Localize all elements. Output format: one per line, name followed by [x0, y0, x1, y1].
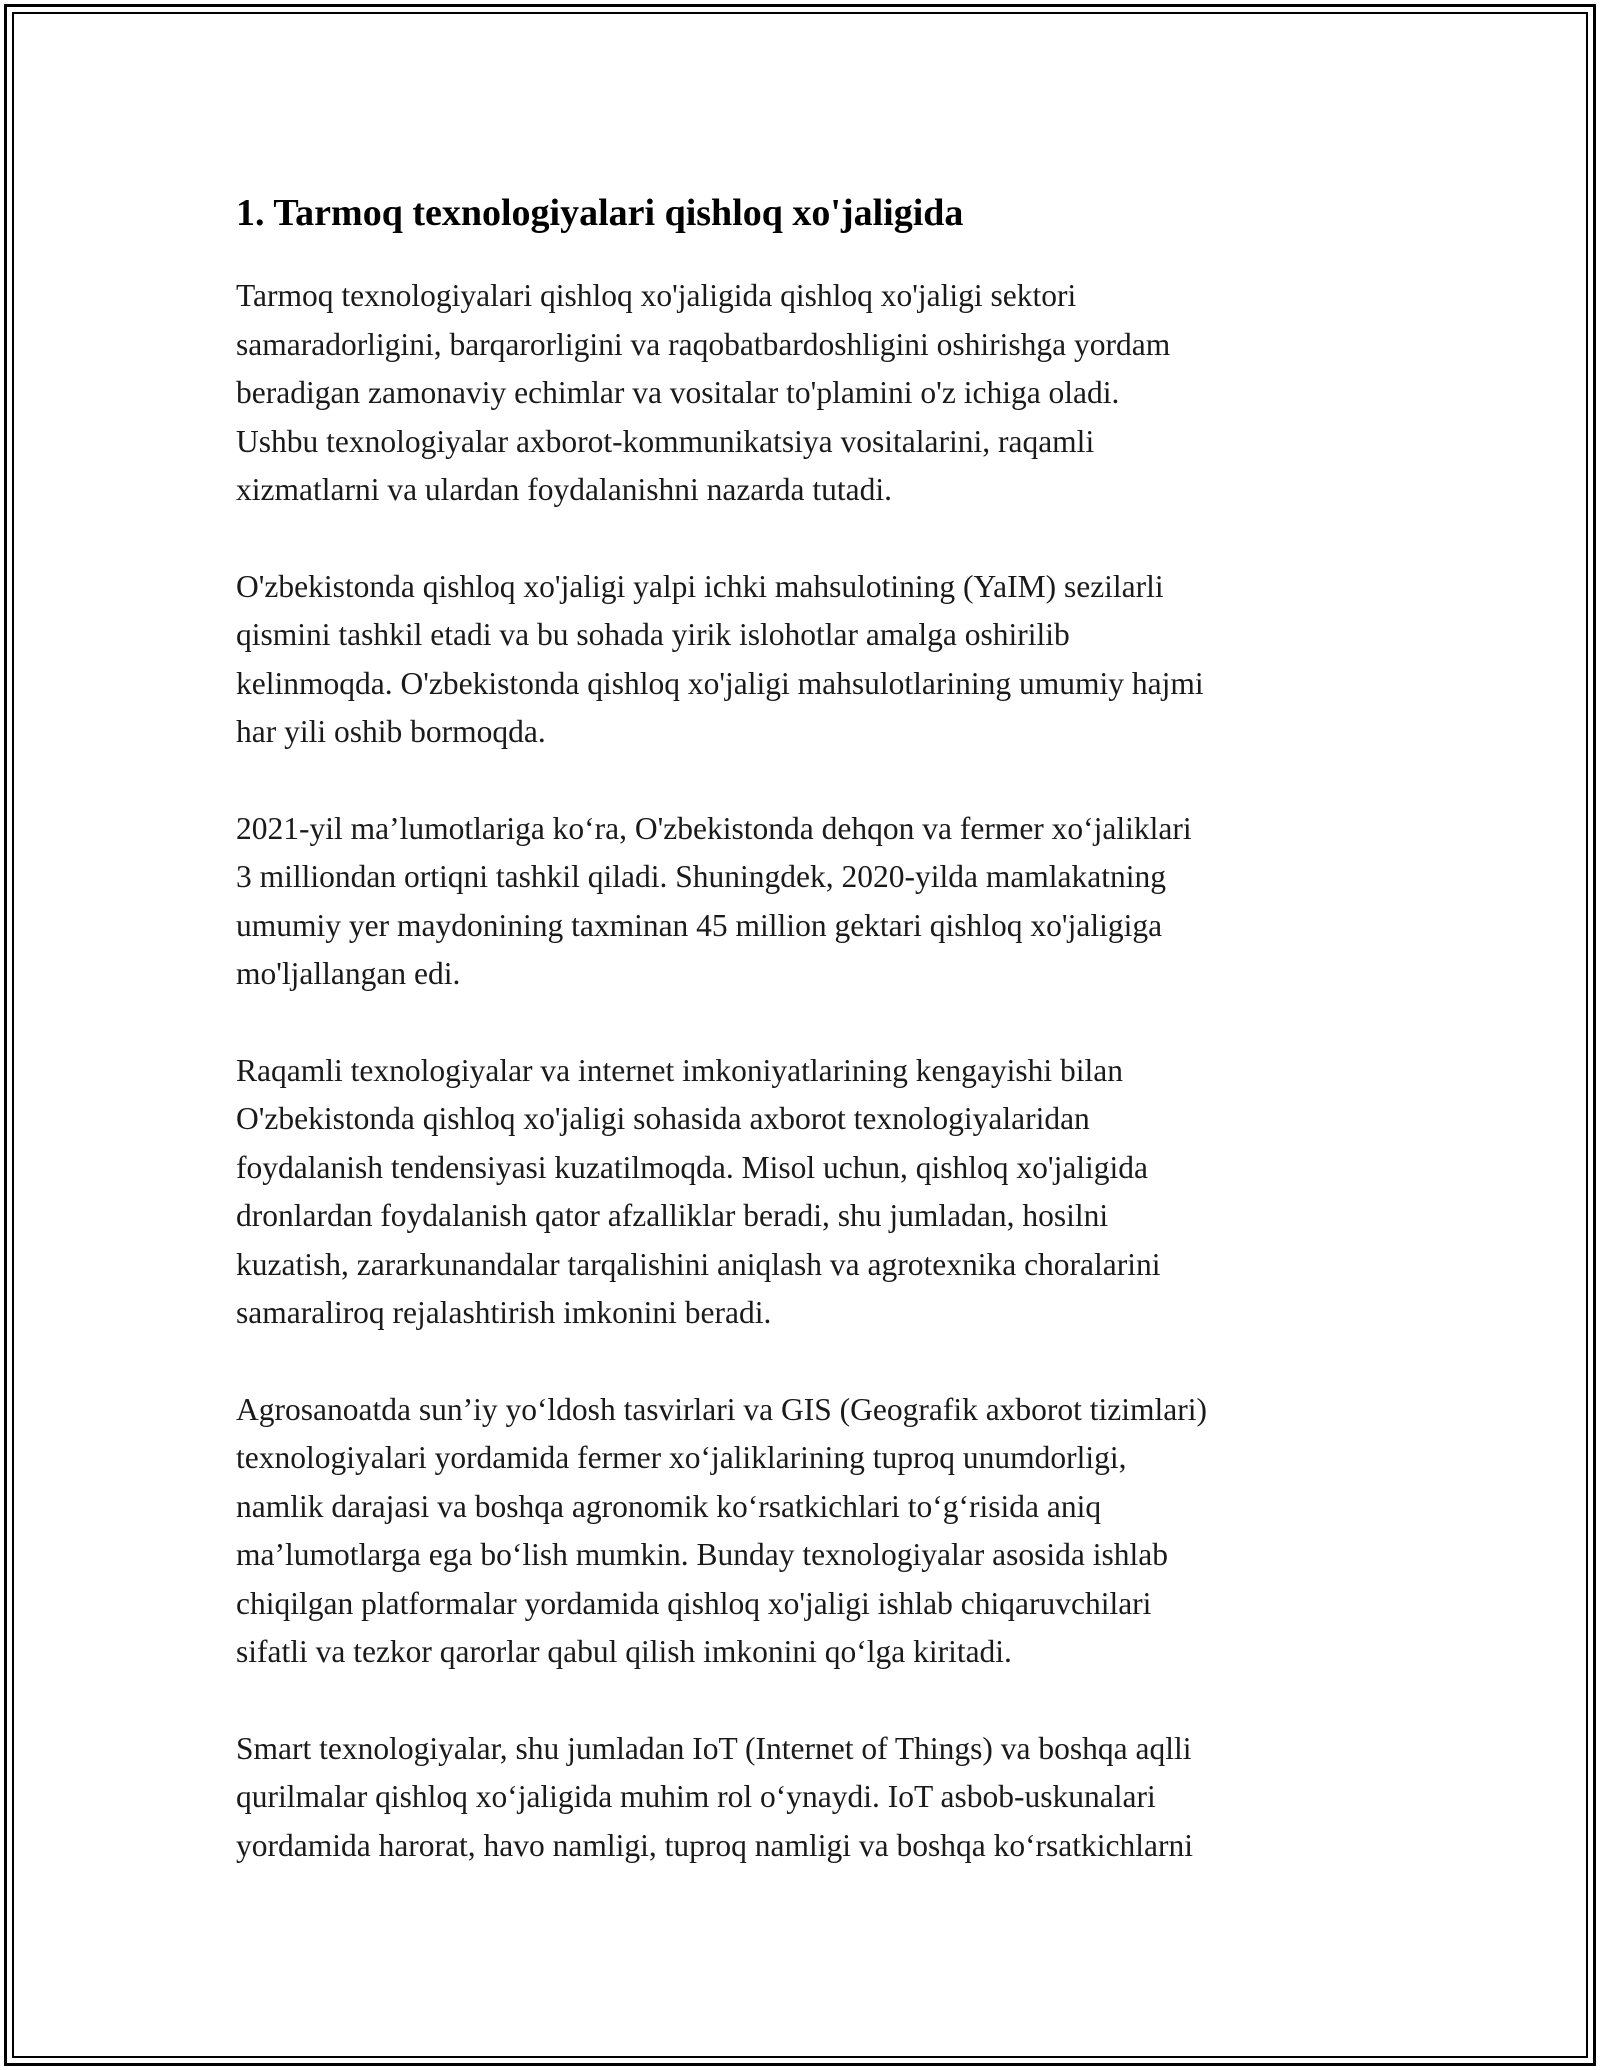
paragraph-2021-statistics	[236, 805, 1386, 999]
paragraph-line: Tarmoq texnologiyalari qishloq xo'jaligida qishloq xo'jaligi sektori	[236, 278, 1077, 313]
paragraph-line: kuzatish, zararkunandalar tarqalishini aniqlash va agrotexnika choralarini	[236, 1246, 1161, 1282]
paragraph-line: O'zbekistonda qishloq xo'jaligi sohasida axborot texnologiyalaridan	[236, 1101, 1090, 1136]
paragraph-line: har yili oshib bormoqda.	[236, 714, 546, 749]
paragraph-line: xizmatlarni va ulardan foydalanishni nazarda tutadi.	[236, 472, 892, 507]
paragraph-digital-technologies	[236, 1047, 1386, 1338]
paragraph-line: namlik darajasi va boshqa agronomik ko‘rsatkichlari to‘g‘risida aniq	[236, 1488, 1102, 1524]
paragraph-line: mo'ljallangan edi.	[236, 956, 461, 991]
paragraph-line: samaraliroq rejalashtirish imkonini beradi.	[236, 1295, 772, 1330]
paragraph-satellite-gis	[236, 1386, 1386, 1677]
paragraph-line: O'zbekistonda qishloq xo'jaligi yalpi ichki mahsulotining (YaIM) sezilarli	[236, 568, 1164, 604]
paragraph-line: kelinmoqda. O'zbekistonda qishloq xo'jaligi mahsulotlarining umumiy hajmi	[236, 665, 1204, 701]
paragraph-line: dronlardan foydalanish qator afzalliklar beradi, shu jumladan, hosilni	[236, 1198, 1109, 1233]
paragraph-line: texnologiyalari yordamida fermer xo‘jaliklarining tuproq unumdorligi,	[236, 1440, 1127, 1475]
paragraph-line: sifatli va tezkor qarorlar qabul qilish imkonini qo‘lga kiritadi.	[236, 1634, 1012, 1669]
paragraph-smart-iot	[236, 1725, 1386, 1871]
paragraph-line: qismini tashkil etadi va bu sohada yirik islohotlar amalga oshirilib	[236, 617, 1070, 652]
paragraph-line: umumiy yer maydonining taxminan 45 million gektari qishloq xo'jaligiga	[236, 907, 1163, 943]
paragraph-line: chiqilgan platformalar yordamida qishloq xo'jaligi ishlab chiqaruvchilari	[236, 1585, 1152, 1621]
paragraph-line: samaradorligini, barqarorligini va raqobatbardoshligini oshirishga yordam	[236, 326, 1171, 362]
paragraph-line: 3 milliondan ortiqni tashkil qiladi. Shuningdek, 2020-yilda mamlakatning	[236, 859, 1167, 894]
paragraph-line: Smart texnologiyalar, shu jumladan IoT (Internet of Things) va boshqa aqlli	[236, 1730, 1192, 1766]
paragraph-line: 2021-yil ma’lumotlariga ko‘ra, O'zbekistonda dehqon va fermer xo‘jaliklari	[236, 810, 1192, 846]
section-heading: 1. Tarmoq texnologiyalari qishloq xo'jaligida	[236, 192, 964, 234]
paragraph-line: ma’lumotlarga ega bo‘lish mumkin. Bunday texnologiyalar asosida ishlab	[236, 1537, 1168, 1572]
paragraph-line: yordamida harorat, havo namligi, tuproq namligi va boshqa ko‘rsatkichlarni	[236, 1827, 1193, 1863]
paragraph-gdp-share	[236, 563, 1386, 757]
paragraph-line: Agrosanoatda sun’iy yo‘ldosh tasvirlari va GIS (Geografik axborot tizimlari)	[236, 1391, 1207, 1427]
paragraph-line: Ushbu texnologiyalar axborot-kommunikatsiya vositalarini, raqamli	[236, 423, 1095, 459]
paragraph-line: beradigan zamonaviy echimlar va vositalar to'plamini o'z ichiga oladi.	[236, 375, 1120, 410]
paragraph-line: foydalanish tendensiyasi kuzatilmoqda. Misol uchun, qishloq xo'jaligida	[236, 1149, 1149, 1185]
paragraph-network-technologies	[236, 272, 1386, 515]
document-body	[236, 190, 1386, 1918]
paragraph-line: qurilmalar qishloq xo‘jaligida muhim rol o‘ynaydi. IoT asbob-uskunalari	[236, 1779, 1156, 1814]
paragraph-line: Raqamli texnologiyalar va internet imkoniyatlarining kengayishi bilan	[236, 1052, 1124, 1088]
